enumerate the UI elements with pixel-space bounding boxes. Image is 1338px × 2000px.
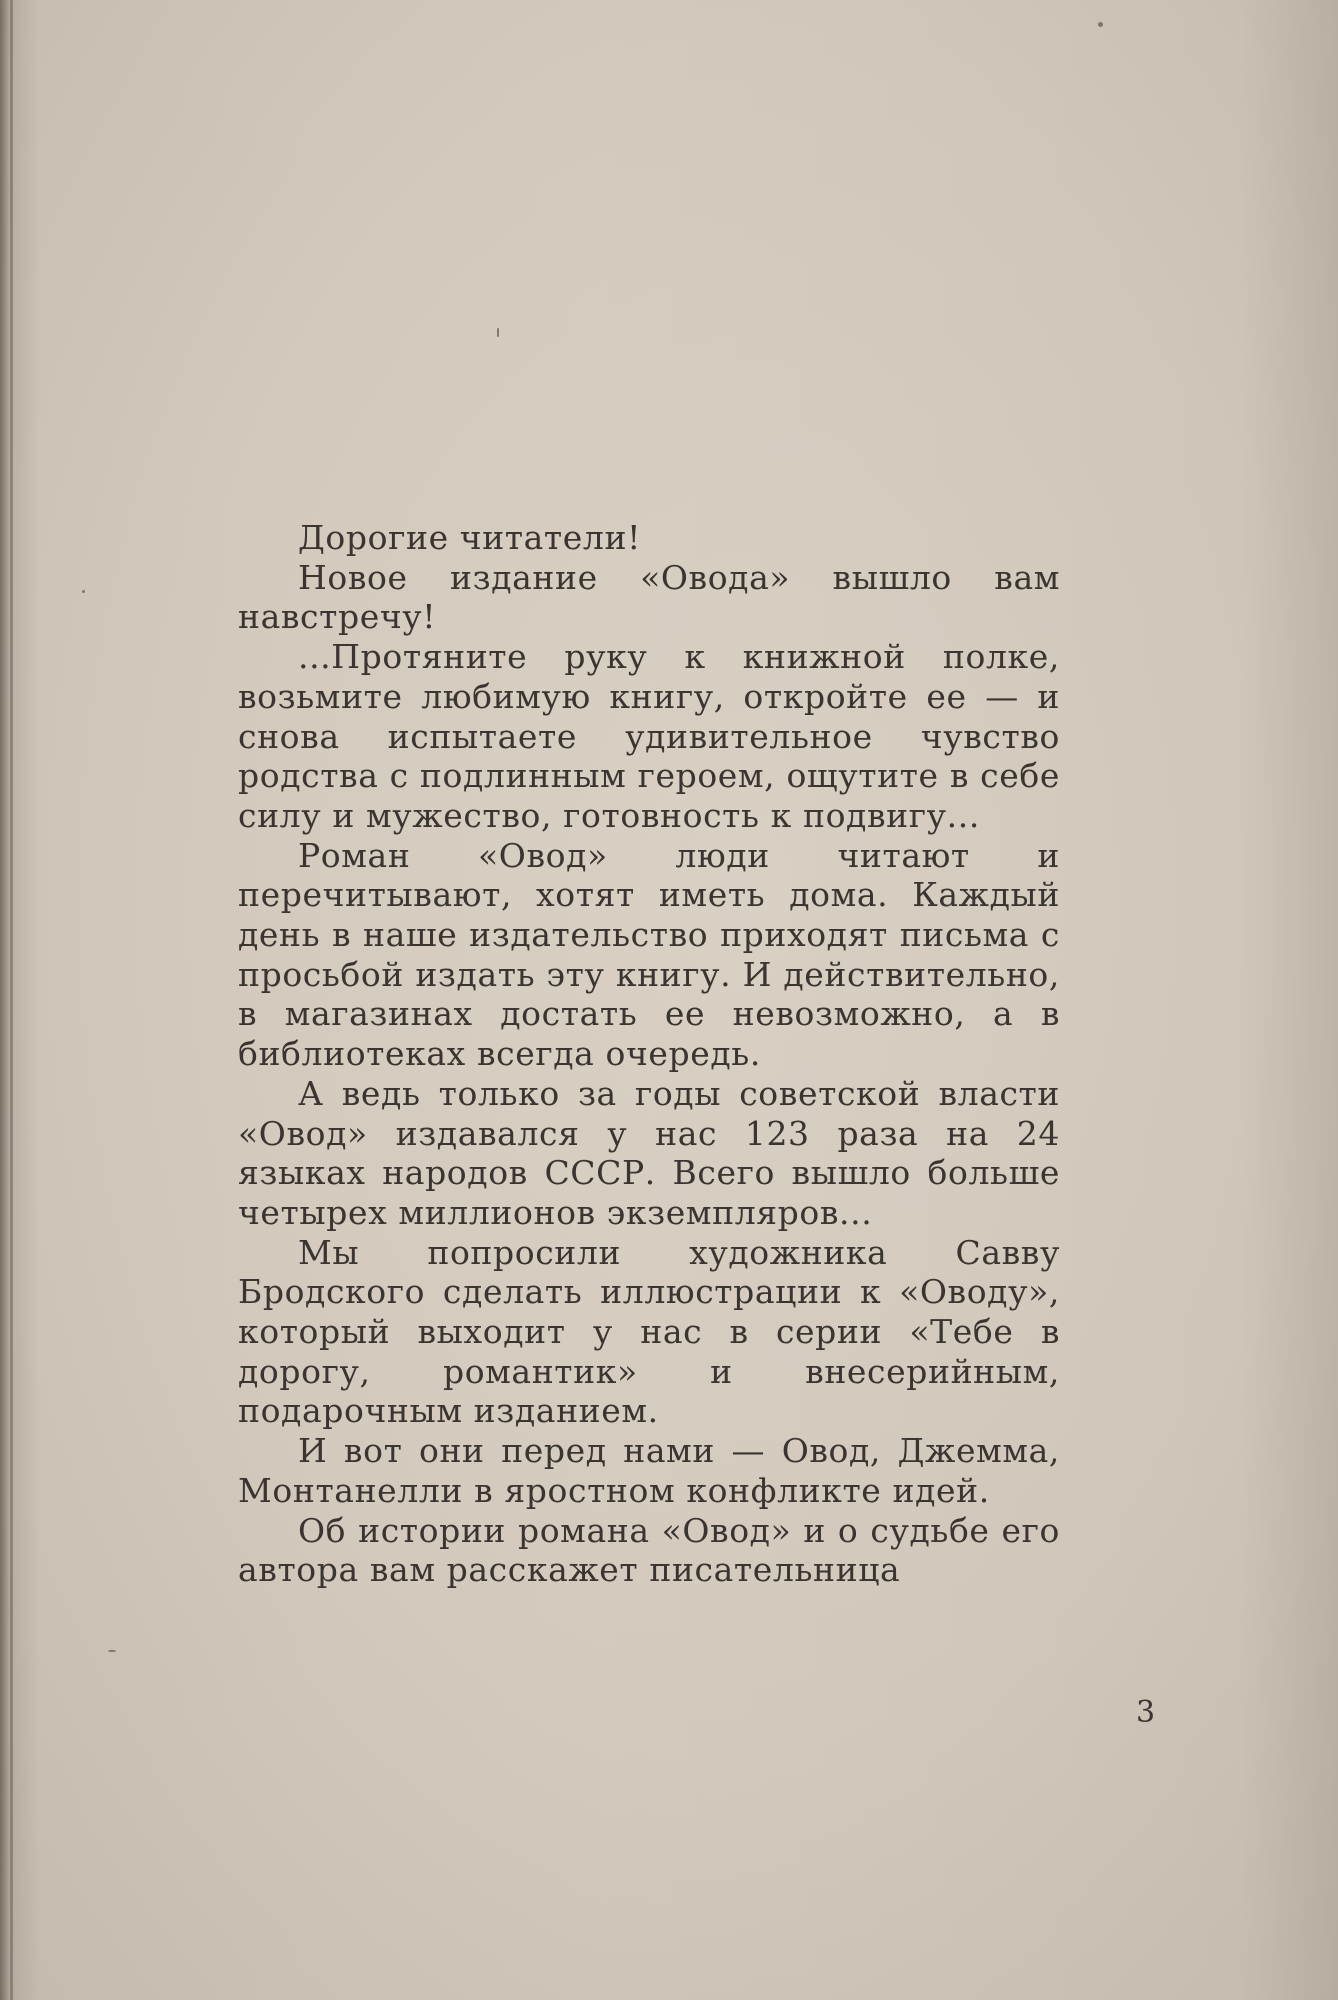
binding-edge <box>10 0 13 2000</box>
paper-speck <box>108 1650 116 1652</box>
paper-speck <box>497 328 499 337</box>
paragraph: ...Протяните руку к книжной полке, возьмите любимую книгу, откройте ее — и снова испытаете удивительное чувство родства с подлинным героем, ощутите в себе силу и мужество, готовность к подвигу... <box>238 637 1060 835</box>
page-number: 3 <box>1136 1695 1156 1730</box>
paper-speck <box>82 590 85 593</box>
binding-shadow <box>0 0 10 2000</box>
body-text <box>238 518 1060 1590</box>
paragraph: И вот они перед нами — Овод, Джемма, Монтанелли в яростном конфликте идей. <box>238 1431 1060 1510</box>
paragraph: Роман «Овод» люди читают и перечитывают, хотят иметь дома. Каждый день в наше издательство приходят письма с просьбой издать эту книгу. И действительно, в магазинах достать ее невозможно, а в библиотеках всегда очередь. <box>238 835 1060 1074</box>
paragraph: Мы попросили художника Савву Бродского сделать иллюстрации к «Оводу», который выходит у нас в серии «Тебе в дорогу, романтик» и внесерийным, подарочным изданием. <box>238 1232 1060 1431</box>
paragraph: Дорогие читатели! <box>298 518 641 557</box>
paragraph: А ведь только за годы советской власти «Овод» издавался у нас 123 раза на 24 языках народов СССР. Всего вышло больше четырех миллионов экземпляров... <box>238 1073 1060 1232</box>
paragraph: Новое издание «Овода» вышло вам навстречу! <box>238 557 1060 637</box>
paper-speck <box>1098 22 1103 27</box>
paragraph: Об истории романа «Овод» и о судьбе его автора вам расскажет писательница <box>238 1510 1060 1590</box>
